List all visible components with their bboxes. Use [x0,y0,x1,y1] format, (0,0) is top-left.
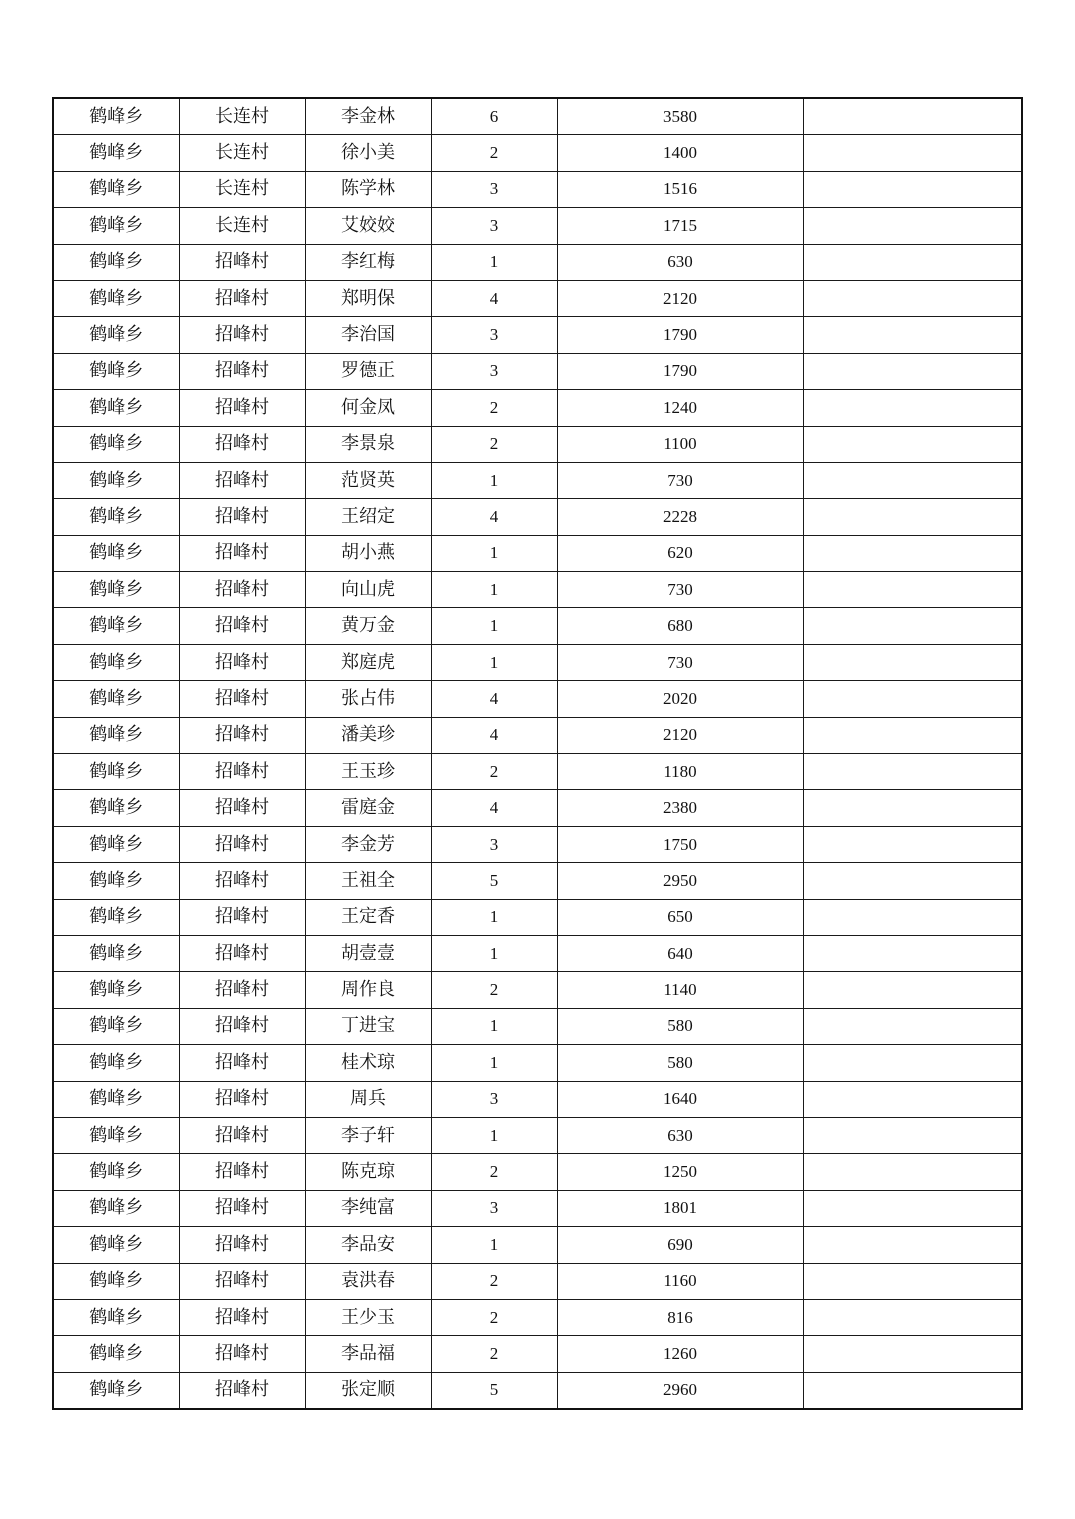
town-cell: 鹤峰乡 [53,244,179,280]
village-cell: 招峰村 [179,899,305,935]
village-cell: 招峰村 [179,462,305,498]
village-cell: 招峰村 [179,353,305,389]
town-cell: 鹤峰乡 [53,1336,179,1372]
note-cell [803,1081,1022,1117]
note-cell [803,171,1022,207]
amount-cell: 2120 [557,717,803,753]
note-cell [803,535,1022,571]
amount-cell: 680 [557,608,803,644]
amount-cell: 2950 [557,863,803,899]
name-cell: 潘美珍 [305,717,431,753]
town-cell: 鹤峰乡 [53,1263,179,1299]
note-cell [803,899,1022,935]
household-count-cell: 4 [431,499,557,535]
amount-cell: 1750 [557,826,803,862]
table-row [53,208,1022,244]
household-count-cell: 2 [431,972,557,1008]
table-row [53,1299,1022,1335]
table-row [53,390,1022,426]
amount-cell: 2960 [557,1372,803,1409]
note-cell [803,1117,1022,1153]
village-cell: 招峰村 [179,317,305,353]
amount-cell: 2228 [557,499,803,535]
household-count-cell: 1 [431,608,557,644]
household-count-cell: 1 [431,1008,557,1044]
household-count-cell: 2 [431,390,557,426]
note-cell [803,390,1022,426]
household-count-cell: 3 [431,208,557,244]
village-cell: 招峰村 [179,535,305,571]
name-cell: 郑明保 [305,280,431,316]
table-row [53,826,1022,862]
name-cell: 李纯富 [305,1190,431,1226]
table-row [53,244,1022,280]
village-cell: 长连村 [179,135,305,171]
village-cell: 招峰村 [179,681,305,717]
household-count-cell: 2 [431,1299,557,1335]
amount-cell: 630 [557,244,803,280]
amount-cell: 1240 [557,390,803,426]
village-cell: 招峰村 [179,717,305,753]
note-cell [803,644,1022,680]
name-cell: 周作良 [305,972,431,1008]
town-cell: 鹤峰乡 [53,1081,179,1117]
name-cell: 李金芳 [305,826,431,862]
table-row [53,499,1022,535]
household-count-cell: 1 [431,899,557,935]
town-cell: 鹤峰乡 [53,426,179,462]
town-cell: 鹤峰乡 [53,462,179,498]
note-cell [803,426,1022,462]
table-row [53,972,1022,1008]
note-cell [803,1372,1022,1409]
name-cell: 雷庭金 [305,790,431,826]
town-cell: 鹤峰乡 [53,280,179,316]
town-cell: 鹤峰乡 [53,499,179,535]
note-cell [803,754,1022,790]
name-cell: 向山虎 [305,572,431,608]
note-cell [803,1190,1022,1226]
amount-cell: 730 [557,572,803,608]
amount-cell: 640 [557,935,803,971]
note-cell [803,499,1022,535]
note-cell [803,972,1022,1008]
town-cell: 鹤峰乡 [53,317,179,353]
village-cell: 招峰村 [179,863,305,899]
name-cell: 王祖全 [305,863,431,899]
note-cell [803,572,1022,608]
table-row [53,1117,1022,1153]
household-count-cell: 1 [431,644,557,680]
amount-cell: 620 [557,535,803,571]
household-count-cell: 3 [431,1190,557,1226]
document-page [52,97,1023,1410]
town-cell: 鹤峰乡 [53,208,179,244]
name-cell: 艾姣姣 [305,208,431,244]
household-count-cell: 3 [431,317,557,353]
table-row [53,644,1022,680]
amount-cell: 1790 [557,317,803,353]
note-cell [803,98,1022,135]
village-cell: 招峰村 [179,1154,305,1190]
note-cell [803,1263,1022,1299]
amount-cell: 1260 [557,1336,803,1372]
note-cell [803,353,1022,389]
household-count-cell: 1 [431,935,557,971]
table-row [53,935,1022,971]
amount-cell: 580 [557,1045,803,1081]
town-cell: 鹤峰乡 [53,899,179,935]
town-cell: 鹤峰乡 [53,135,179,171]
note-cell [803,135,1022,171]
table-row [53,863,1022,899]
village-cell: 招峰村 [179,754,305,790]
town-cell: 鹤峰乡 [53,826,179,862]
town-cell: 鹤峰乡 [53,535,179,571]
name-cell: 张占伟 [305,681,431,717]
note-cell [803,1227,1022,1263]
town-cell: 鹤峰乡 [53,98,179,135]
name-cell: 胡壹壹 [305,935,431,971]
household-count-cell: 1 [431,244,557,280]
note-cell [803,863,1022,899]
village-cell: 招峰村 [179,1372,305,1409]
name-cell: 徐小美 [305,135,431,171]
name-cell: 黄万金 [305,608,431,644]
table-row [53,462,1022,498]
name-cell: 李红梅 [305,244,431,280]
table-row [53,1227,1022,1263]
name-cell: 李品安 [305,1227,431,1263]
town-cell: 鹤峰乡 [53,171,179,207]
table-row [53,280,1022,316]
table-row [53,681,1022,717]
household-count-cell: 1 [431,1227,557,1263]
household-count-cell: 3 [431,826,557,862]
table-row [53,98,1022,135]
household-count-cell: 3 [431,1081,557,1117]
household-count-cell: 2 [431,135,557,171]
name-cell: 桂术琼 [305,1045,431,1081]
amount-cell: 2020 [557,681,803,717]
name-cell: 何金凤 [305,390,431,426]
amount-cell: 1400 [557,135,803,171]
town-cell: 鹤峰乡 [53,390,179,426]
name-cell: 王玉珍 [305,754,431,790]
note-cell [803,244,1022,280]
table-body [53,98,1022,1409]
note-cell [803,462,1022,498]
town-cell: 鹤峰乡 [53,1154,179,1190]
table-row [53,717,1022,753]
household-count-cell: 1 [431,1117,557,1153]
household-count-cell: 2 [431,426,557,462]
amount-cell: 1100 [557,426,803,462]
amount-cell: 1715 [557,208,803,244]
household-count-cell: 4 [431,280,557,316]
name-cell: 范贤英 [305,462,431,498]
table-row [53,899,1022,935]
note-cell [803,608,1022,644]
name-cell: 王定香 [305,899,431,935]
village-cell: 长连村 [179,98,305,135]
name-cell: 胡小燕 [305,535,431,571]
village-cell: 招峰村 [179,972,305,1008]
amount-cell: 730 [557,462,803,498]
table-row [53,1336,1022,1372]
table-row [53,135,1022,171]
amount-cell: 1140 [557,972,803,1008]
town-cell: 鹤峰乡 [53,717,179,753]
household-count-cell: 3 [431,353,557,389]
amount-cell: 1250 [557,1154,803,1190]
table-row [53,608,1022,644]
household-count-cell: 5 [431,1372,557,1409]
name-cell: 王绍定 [305,499,431,535]
name-cell: 李子轩 [305,1117,431,1153]
amount-cell: 816 [557,1299,803,1335]
note-cell [803,1299,1022,1335]
note-cell [803,935,1022,971]
village-cell: 招峰村 [179,1263,305,1299]
amount-cell: 1790 [557,353,803,389]
town-cell: 鹤峰乡 [53,1008,179,1044]
amount-cell: 690 [557,1227,803,1263]
village-cell: 招峰村 [179,244,305,280]
table-row [53,1372,1022,1409]
name-cell: 王少玉 [305,1299,431,1335]
household-count-cell: 1 [431,1045,557,1081]
table-row [53,1081,1022,1117]
household-count-cell: 4 [431,681,557,717]
household-count-cell: 6 [431,98,557,135]
amount-cell: 1160 [557,1263,803,1299]
village-cell: 招峰村 [179,1299,305,1335]
name-cell: 李治国 [305,317,431,353]
name-cell: 李金林 [305,98,431,135]
town-cell: 鹤峰乡 [53,1299,179,1335]
name-cell: 罗德正 [305,353,431,389]
amount-cell: 1640 [557,1081,803,1117]
household-count-cell: 1 [431,535,557,571]
village-cell: 招峰村 [179,426,305,462]
name-cell: 郑庭虎 [305,644,431,680]
table-row [53,1008,1022,1044]
household-count-cell: 5 [431,863,557,899]
table-row [53,317,1022,353]
household-count-cell: 2 [431,754,557,790]
town-cell: 鹤峰乡 [53,1190,179,1226]
note-cell [803,1336,1022,1372]
table-row [53,171,1022,207]
note-cell [803,280,1022,316]
town-cell: 鹤峰乡 [53,863,179,899]
town-cell: 鹤峰乡 [53,935,179,971]
note-cell [803,1045,1022,1081]
note-cell [803,790,1022,826]
table-row [53,1154,1022,1190]
village-cell: 招峰村 [179,826,305,862]
note-cell [803,317,1022,353]
town-cell: 鹤峰乡 [53,972,179,1008]
town-cell: 鹤峰乡 [53,572,179,608]
village-cell: 招峰村 [179,644,305,680]
village-cell: 招峰村 [179,1117,305,1153]
amount-cell: 1180 [557,754,803,790]
amount-cell: 1516 [557,171,803,207]
household-count-cell: 2 [431,1154,557,1190]
name-cell: 李品福 [305,1336,431,1372]
village-cell: 长连村 [179,208,305,244]
note-cell [803,681,1022,717]
household-count-cell: 2 [431,1263,557,1299]
table-row [53,572,1022,608]
town-cell: 鹤峰乡 [53,790,179,826]
household-count-cell: 1 [431,572,557,608]
note-cell [803,826,1022,862]
table-row [53,754,1022,790]
village-cell: 招峰村 [179,1190,305,1226]
table-row [53,1190,1022,1226]
household-count-cell: 4 [431,790,557,826]
town-cell: 鹤峰乡 [53,1045,179,1081]
village-cell: 招峰村 [179,935,305,971]
household-count-cell: 3 [431,171,557,207]
amount-cell: 2120 [557,280,803,316]
note-cell [803,1154,1022,1190]
household-count-cell: 1 [431,462,557,498]
household-count-cell: 2 [431,1336,557,1372]
name-cell: 陈克琼 [305,1154,431,1190]
village-cell: 招峰村 [179,1081,305,1117]
amount-cell: 650 [557,899,803,935]
village-cell: 招峰村 [179,608,305,644]
town-cell: 鹤峰乡 [53,644,179,680]
table-row [53,535,1022,571]
name-cell: 李景泉 [305,426,431,462]
name-cell: 张定顺 [305,1372,431,1409]
village-cell: 招峰村 [179,1336,305,1372]
village-cell: 招峰村 [179,499,305,535]
town-cell: 鹤峰乡 [53,353,179,389]
amount-cell: 630 [557,1117,803,1153]
village-cell: 招峰村 [179,1227,305,1263]
amount-cell: 3580 [557,98,803,135]
village-cell: 招峰村 [179,1008,305,1044]
note-cell [803,717,1022,753]
name-cell: 周兵 [305,1081,431,1117]
table-row [53,1263,1022,1299]
town-cell: 鹤峰乡 [53,608,179,644]
table-row [53,790,1022,826]
amount-cell: 2380 [557,790,803,826]
village-cell: 招峰村 [179,390,305,426]
table-row [53,426,1022,462]
town-cell: 鹤峰乡 [53,681,179,717]
town-cell: 鹤峰乡 [53,1227,179,1263]
village-cell: 招峰村 [179,280,305,316]
village-cell: 长连村 [179,171,305,207]
village-cell: 招峰村 [179,1045,305,1081]
amount-cell: 1801 [557,1190,803,1226]
town-cell: 鹤峰乡 [53,1117,179,1153]
name-cell: 陈学林 [305,171,431,207]
town-cell: 鹤峰乡 [53,1372,179,1409]
amount-cell: 580 [557,1008,803,1044]
household-count-cell: 4 [431,717,557,753]
name-cell: 丁进宝 [305,1008,431,1044]
village-cell: 招峰村 [179,572,305,608]
name-cell: 袁洪春 [305,1263,431,1299]
note-cell [803,1008,1022,1044]
town-cell: 鹤峰乡 [53,754,179,790]
village-cell: 招峰村 [179,790,305,826]
table-row [53,1045,1022,1081]
amount-cell: 730 [557,644,803,680]
recipient-table [52,97,1023,1410]
note-cell [803,208,1022,244]
table-row [53,353,1022,389]
